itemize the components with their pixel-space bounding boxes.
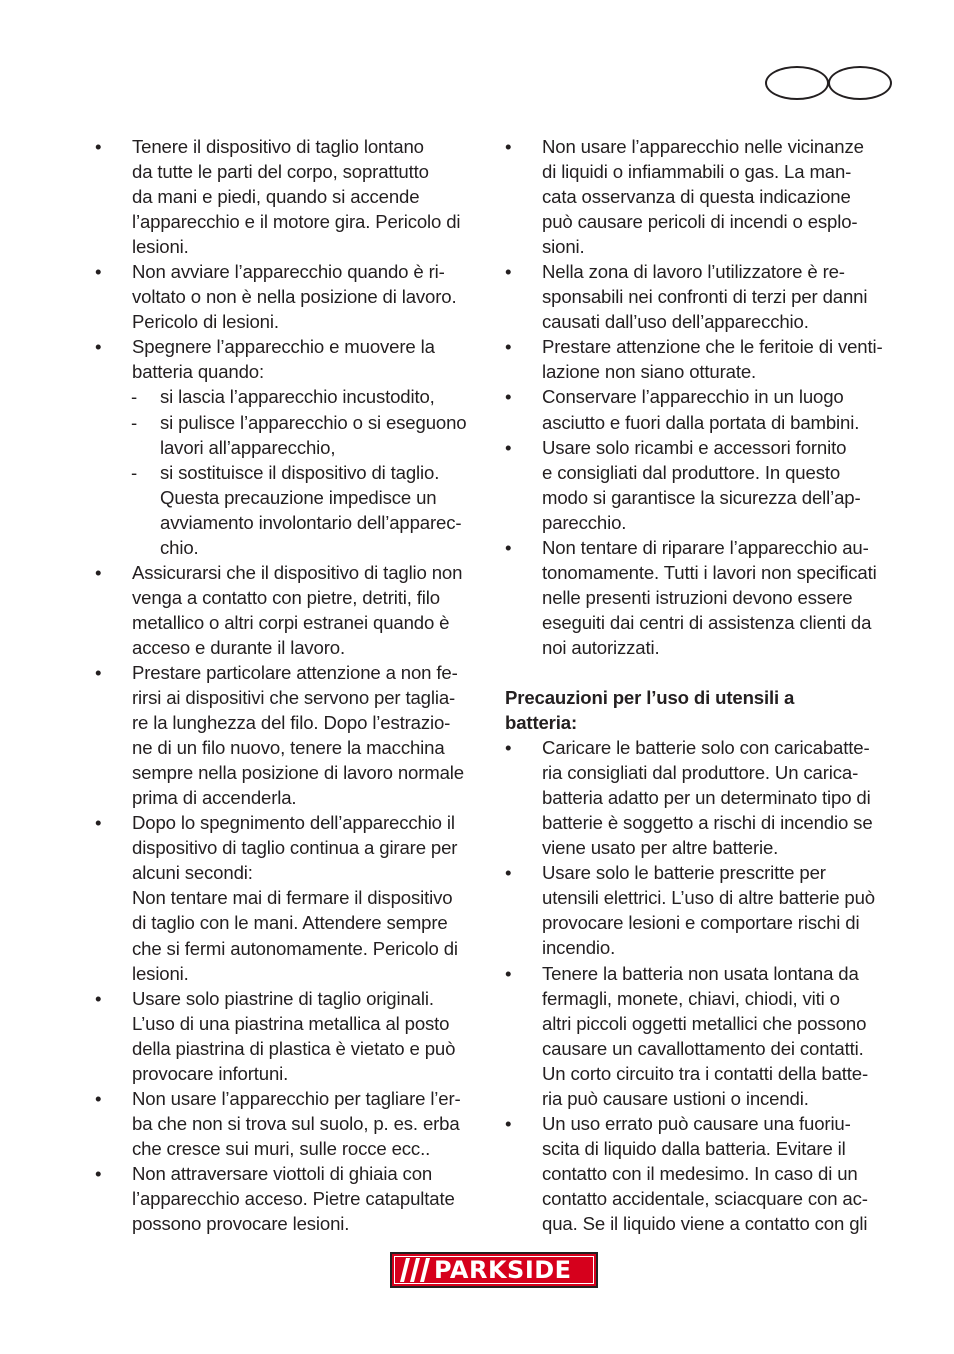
bullet-item [95, 334, 483, 384]
item-text: Non usare l’apparecchio per tagliare l’er- ba che non si trova sul suolo, p. es. erba che cresce sui muri, sulle rocce ecc.. [132, 1087, 461, 1159]
language-indicator [765, 66, 891, 100]
item-text: Non attraversare viottoli di ghiaia con l’apparecchio acceso. Pietre catapultate possono provocare lesioni. [132, 1162, 455, 1235]
item-text: Usare solo ricambi e accessori fornito e consigliati dal produttore. In questo modo si garantisce la sicurezza dell’ap- parecchio. [542, 436, 861, 533]
bullet-item [505, 435, 893, 535]
item-text: si lascia l’apparecchio incustodito, [160, 386, 435, 408]
item-text: Conservare l’apparecchio in un luogo asciutto e fuori dalla portata di bambini. [542, 386, 860, 433]
dash-item [95, 410, 483, 460]
item-text: Caricare le batterie solo con caricabatte- ria consigliati dal produttore. Un carica- batteria adatto per un determinato tipo di batterie è soggetto a rischi di incendio se viene usato per altre batterie. [542, 737, 873, 859]
bullet-marker: • [95, 812, 102, 834]
bullet-item [505, 860, 893, 960]
item-text: Nella zona di lavoro l’utilizzatore è re- sponsabili nei confronti di terzi per danni causati dall’uso dell’apparecchio. [542, 261, 868, 333]
bullet-marker: • [505, 962, 512, 984]
bullet-item [95, 134, 483, 259]
item-text: Non usare l’apparecchio nelle vicinanze di liquidi o infiammabili o gas. La man- cata osservanza di questa indicazione può causare pericoli di incendi o esplo- sioni. [542, 136, 864, 258]
item-text: si pulisce l’apparecchio o si eseguono lavori all’apparecchio, [160, 411, 467, 458]
item-text: Tenere la batteria non usata lontana da fermagli, monete, chiavi, chiodi, viti o altri piccoli oggetti metallici che possono causare un cavallottamento dei contatti. Un corto circuito tra i contatti della batte- ria può causare ustioni o incendi. [542, 962, 869, 1109]
section-heading: Precauzioni per l’uso di utensili a batteria: [505, 686, 795, 734]
bullet-marker: • [505, 1112, 512, 1134]
item-text: Non avviare l’apparecchio quando è ri- voltato o non è nella posizione di lavoro. Pericolo di lesioni. [132, 261, 457, 333]
bullet-marker: • [505, 737, 512, 759]
bullet-marker: • [95, 1162, 102, 1184]
item-text: Dopo lo spegnimento dell’apparecchio il dispositivo di taglio continua a girare per alcuni secondi: Non tentare mai di fermare il dispositivo di taglio con le mani. Attendere sempre che si fermi autonomamente. Pericolo di lesioni. [132, 812, 458, 984]
parkside-logo [390, 1252, 598, 1288]
item-text: Prestare attenzione che le feritoie di venti- lazione non siano otturate. [542, 336, 883, 383]
bullet-item [95, 560, 483, 660]
logo-stripes-icon [400, 1258, 434, 1282]
bullet-item [505, 535, 893, 660]
bullet-marker: • [95, 561, 102, 583]
bullet-marker: • [95, 1087, 102, 1109]
bullet-item [95, 1086, 483, 1161]
dash-marker: - [131, 461, 138, 483]
bullet-marker: • [505, 336, 512, 358]
bullet-marker: • [505, 436, 512, 458]
bullet-marker: • [505, 136, 512, 157]
item-text: Spegnere l’apparecchio e muovere la batteria quando: [132, 336, 435, 383]
bullet-marker: • [505, 862, 512, 884]
bullet-item [95, 259, 483, 334]
bullet-marker: • [505, 386, 512, 408]
bullet-item [95, 1161, 483, 1236]
bullet-marker: • [505, 261, 512, 283]
language-oval-left [765, 66, 829, 100]
bullet-item [95, 810, 483, 985]
dash-item [95, 384, 483, 409]
logo-text: PARKSIDE [434, 1256, 572, 1284]
right-column [505, 134, 893, 1236]
dash-marker: - [131, 386, 138, 408]
left-column [95, 134, 483, 1236]
item-text: Prestare particolare attenzione a non fe- rirsi ai dispositivi che servono per taglia- re la lunghezza del filo. Dopo l’estrazio- ne di un filo nuovo, tenere la macchina sempre nella posizione di lavoro normale prima di accenderla. [132, 661, 464, 809]
item-text: Assicurarsi che il dispositivo di taglio non venga a contatto con pietre, detriti, filo metallico o altri corpi estranei quando è acceso e durante il lavoro. [132, 561, 463, 658]
language-oval-right [828, 66, 892, 100]
bullet-marker: • [505, 536, 512, 558]
item-text: Un uso errato può causare una fuoriu- scita di liquido dalla batteria. Evitare il contatto con il medesimo. In caso di un contatto accidentale, sciacquare con ac- qua. Se il liquido viene a contatto con gli [542, 1112, 868, 1234]
bullet-marker: • [95, 261, 102, 283]
item-text: Tenere il dispositivo di taglio lontano da tutte le parti del corpo, soprattutto da mani e piedi, quando si accende l’apparecchio e il motore gira. Pericolo di lesioni. [132, 136, 461, 258]
bullet-item [505, 134, 893, 259]
bullet-marker: • [95, 336, 102, 358]
dash-marker: - [131, 411, 138, 433]
dash-item [95, 460, 483, 560]
bullet-marker: • [95, 136, 102, 157]
bullet-item [505, 1111, 893, 1236]
bullet-marker: • [95, 661, 102, 683]
bullet-marker: • [95, 987, 102, 1009]
bullet-item [505, 259, 893, 334]
bullet-item [505, 334, 893, 384]
item-text: si sostituisce il dispositivo di taglio. Questa precauzione impedisce un avviamento involontario dell’apparec- chio. [160, 461, 462, 558]
bullet-item [505, 384, 893, 434]
item-text: Usare solo piastrine di taglio originali. L’uso di una piastrina metallica al posto della piastrina di plastica è vietato e può provocare infortuni. [132, 987, 456, 1084]
bullet-item [505, 735, 893, 860]
item-text: Non tentare di riparare l’apparecchio au- tonomamente. Tutti i lavori non specificati nelle presenti istruzioni devono essere eseguiti dai centri di assistenza clienti da noi autorizzati. [542, 536, 877, 658]
bullet-item [505, 961, 893, 1111]
bullet-item [95, 986, 483, 1086]
bullet-item [95, 660, 483, 810]
item-text: Usare solo le batterie prescritte per utensili elettrici. L’uso di altre batterie può provocare lesioni e comportare rischi di incendio. [542, 862, 875, 959]
